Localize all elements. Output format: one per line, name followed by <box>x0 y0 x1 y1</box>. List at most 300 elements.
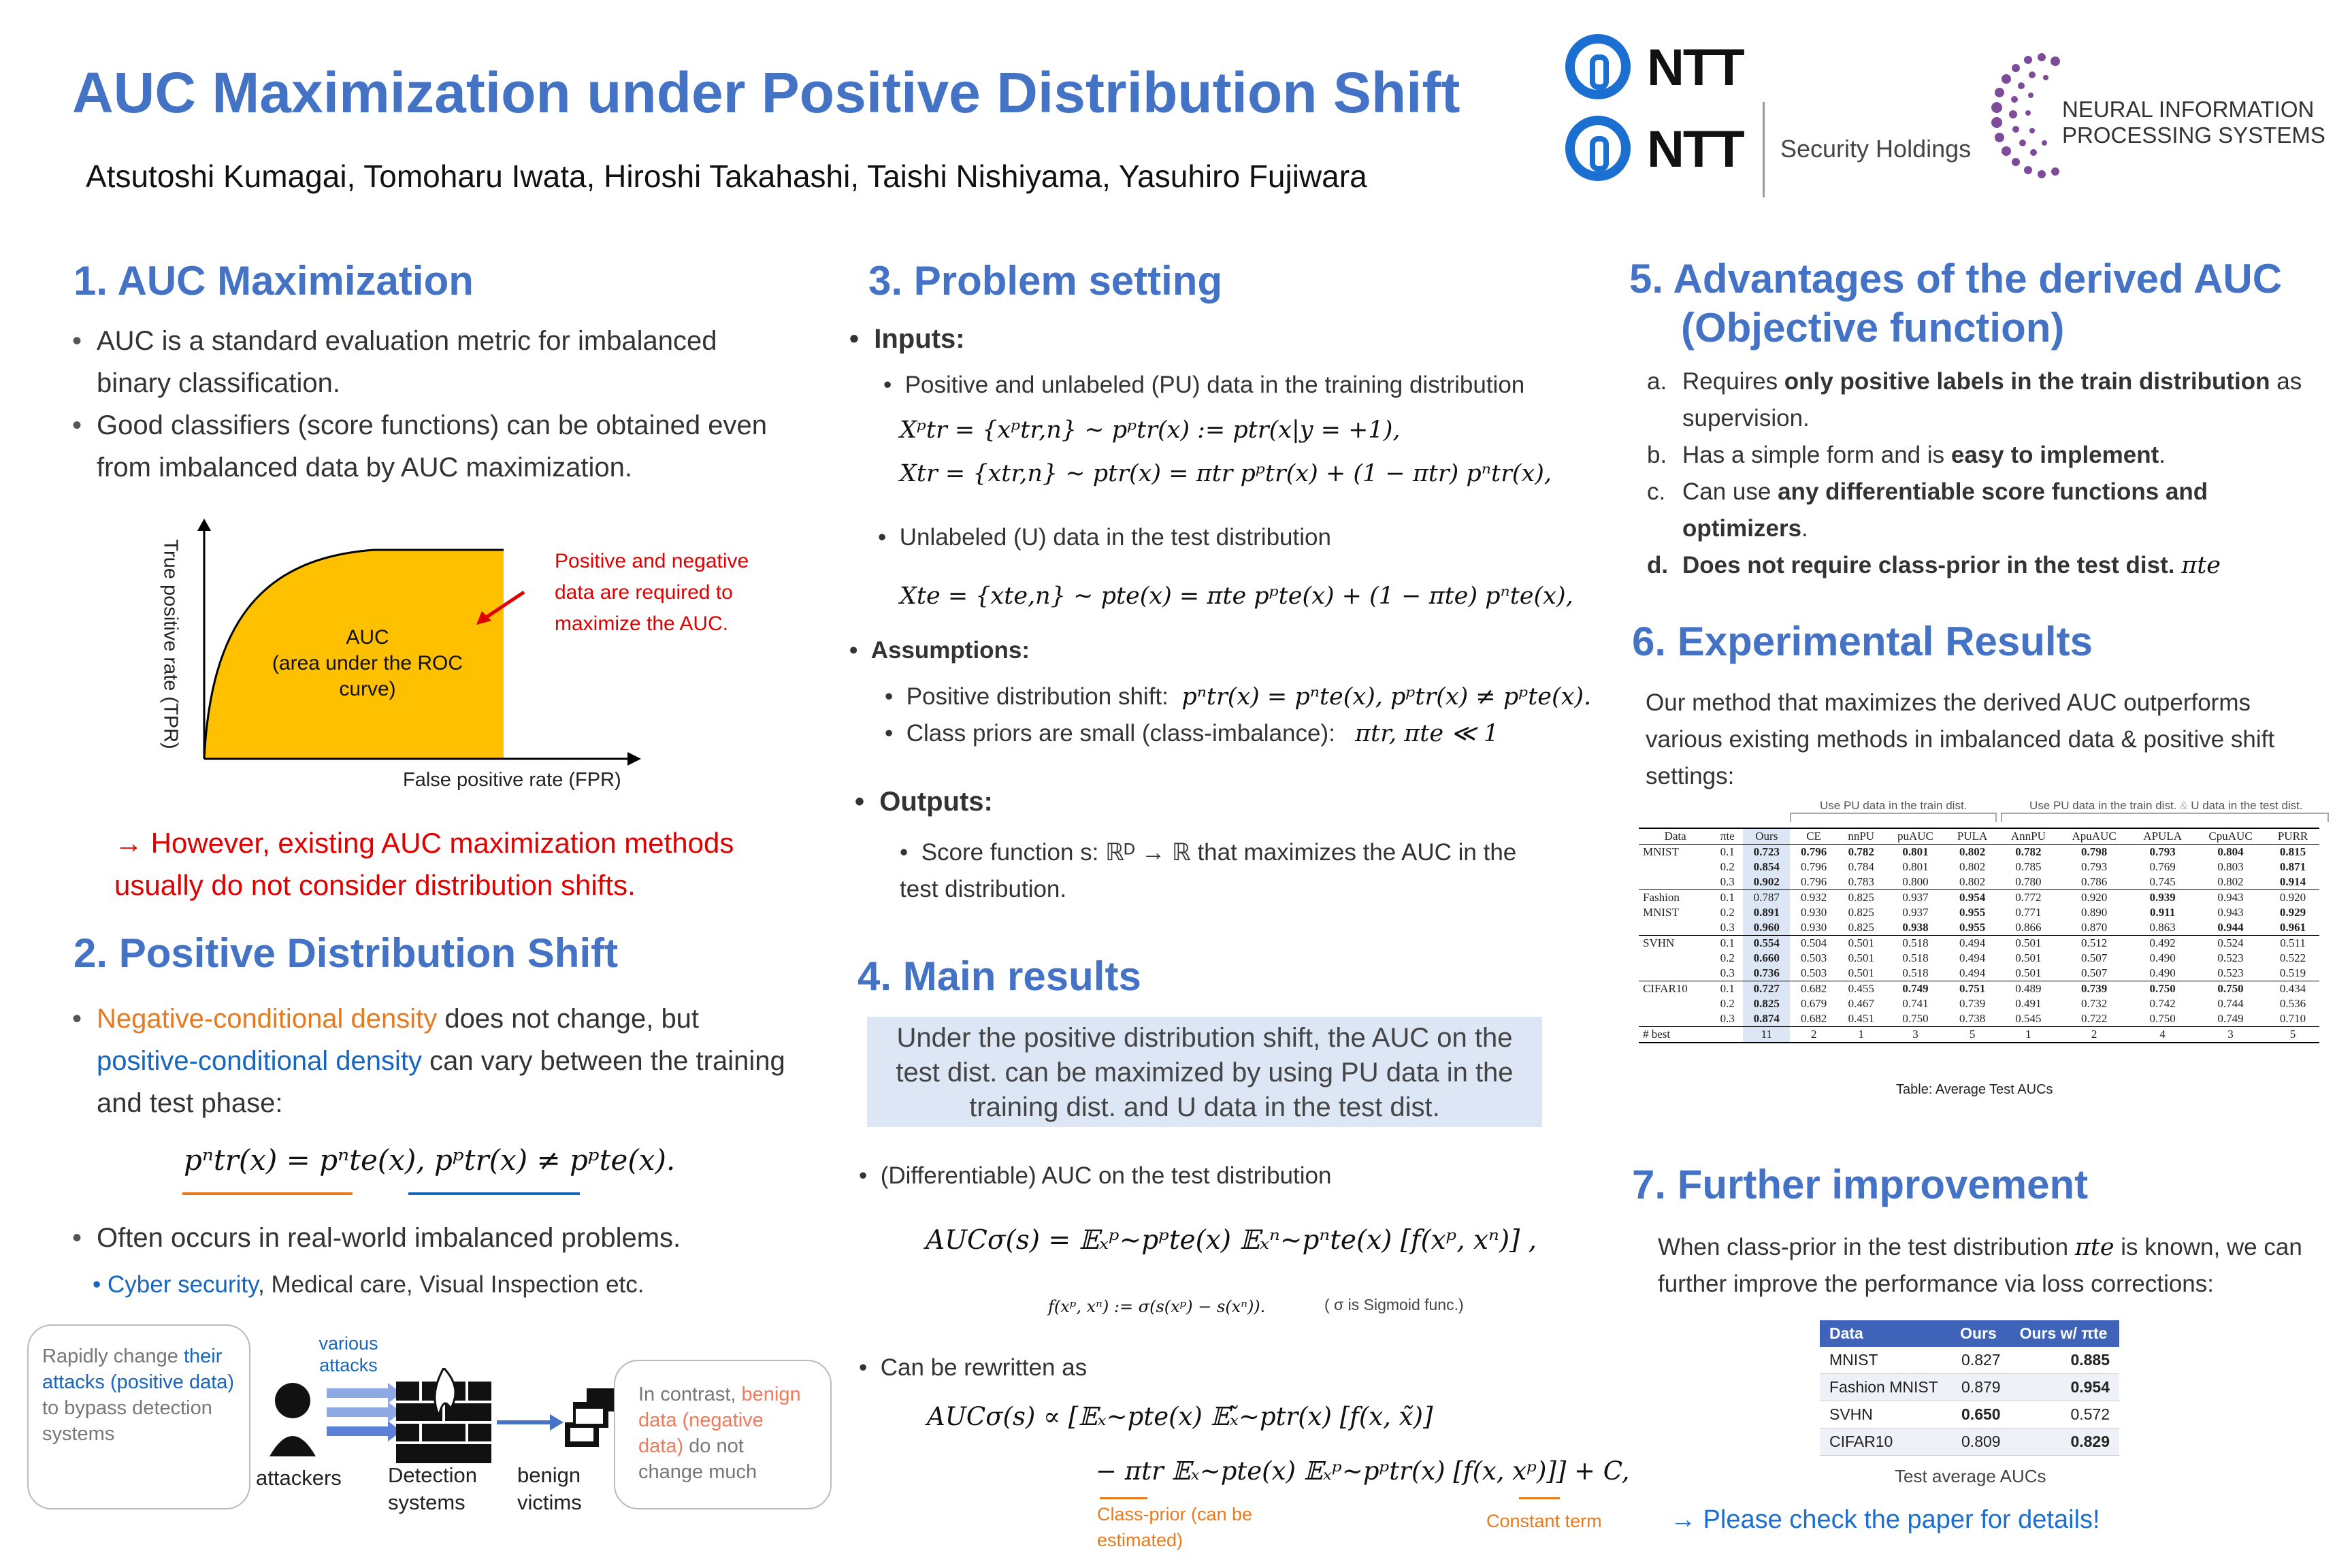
section-6-text: Our method that maximizes the derived AUC outperforms various existing methods in imbalanced data & positive shift settings: <box>1646 689 2275 789</box>
table-cell: 0.920 <box>2058 890 2130 906</box>
table-cell <box>1639 860 1712 875</box>
adv-a-post: as supervision. <box>1682 368 2302 431</box>
table-cell: 0.920 <box>2266 890 2319 906</box>
poster-title: AUC Maximization under Positive Distribution Shift <box>72 61 1460 125</box>
bubble-left-3: (positive data) <box>110 1371 235 1393</box>
table-cell: 0.736 <box>1743 966 1790 981</box>
bullet-real-world <box>72 1217 794 1259</box>
table-cell: 0.749 <box>2217 1012 2244 1025</box>
examples-rest: , Medical care, Visual Inspection etc. <box>258 1271 644 1298</box>
table-cell: 0.745 <box>2149 875 2176 888</box>
table-header-cell: Ours <box>1743 828 1790 845</box>
table-cell: # best <box>1639 1027 1712 1043</box>
eq-auc-rewritten-2: − πtr 𝔼ₓ∼pte(x) 𝔼ₓᵖ∼pᵖtr(x) [f(x, xᵖ)]] + C, <box>1096 1456 1630 1486</box>
assumption-shift-eq: pⁿtr(x) = pⁿte(x), pᵖtr(x) ≠ pᵖte(x). <box>1181 683 1592 710</box>
table-cell: 0.796 <box>1800 875 1827 888</box>
table-cell: 0.738 <box>1959 1012 1986 1025</box>
check-paper-link[interactable]: → Please check the paper for details! <box>1670 1505 2100 1534</box>
table-cell: 0.523 <box>2217 951 2244 964</box>
table-cell: 0.3 <box>1720 921 1735 934</box>
table-row <box>1639 936 2319 951</box>
shift-equation: pⁿtr(x) = pⁿte(x), pᵖtr(x) ≠ pᵖte(x). <box>184 1143 676 1177</box>
section-1-bullets <box>72 320 794 489</box>
main-result-text: Under the positive distribution shift, the AUC on the test dist. can be maximized by using PU data in the training dist. and U data in the test dist. <box>896 1023 1514 1122</box>
table-cell: 0.815 <box>2279 845 2306 858</box>
table-cell: 0.732 <box>2080 997 2108 1010</box>
adv-d-symbol: πte <box>2181 552 2221 579</box>
section-6-heading: 6. Experimental Results <box>1632 619 2093 664</box>
table-cell: 0.802 <box>2217 875 2244 888</box>
table-cell: 0.750 <box>1902 1012 1929 1025</box>
table-cell: 11 <box>1743 1027 1790 1043</box>
table-cell: 0.507 <box>2080 966 2108 979</box>
cyber-illustration <box>265 1368 619 1477</box>
table-cell: 0.930 <box>1800 906 1827 919</box>
table-cell <box>1639 951 1712 966</box>
cyber-security-term: Cyber security <box>107 1271 259 1298</box>
table-cell: CIFAR10 <box>1820 1428 1950 1456</box>
results-table-caption: Table: Average Test AUCs <box>1896 1082 2053 1097</box>
roc-area-label-line2: (area under the ROC <box>272 652 463 674</box>
output-score-function <box>900 834 1539 908</box>
table-cell: 0.902 <box>1743 875 1790 890</box>
table-cell: 0.545 <box>2015 1012 2042 1025</box>
assumption-imbalance-eq: πtr, πte ≪ 1 <box>1355 720 1499 747</box>
adv-b-post: . <box>2159 442 2166 468</box>
table-cell: 0.955 <box>1959 906 1986 919</box>
table-cell: 5 <box>2266 1027 2319 1043</box>
table-cell: 0.554 <box>1743 936 1790 951</box>
group-label-2 <box>2027 799 2306 813</box>
section-2-heading: 2. Positive Distribution Shift <box>74 930 619 976</box>
table-cell: 0.727 <box>1743 981 1790 997</box>
roc-x-arrow <box>627 752 641 766</box>
table-cell: 0.804 <box>2217 845 2244 858</box>
a2-dot: • <box>885 720 906 747</box>
table-cell <box>1639 875 1712 890</box>
outputs-text: Outputs: <box>879 787 993 817</box>
roc-figure <box>157 517 783 803</box>
table-cell: 0.937 <box>1902 906 1929 919</box>
table-cell: 0.660 <box>1743 951 1790 966</box>
table-row <box>1820 1374 2119 1401</box>
table-cell <box>1639 996 1712 1011</box>
logo-divider <box>1763 102 1765 197</box>
rewritten-dot: • <box>859 1354 881 1381</box>
bullet-auc-metric: • AUC is a standard evaluation metric for imbalanced binary classification. <box>72 320 794 404</box>
adv-c-pre: Can use <box>1682 478 1778 505</box>
advantages-list <box>1647 363 2328 584</box>
adv-c-bold: any differentiable score functions and optimizers <box>1682 478 2208 542</box>
bullet-real-world-text: • Often occurs in real-world imbalanced problems. <box>72 1217 794 1259</box>
table-cell: 0.954 <box>1946 890 1999 906</box>
table-cell: MNIST <box>1820 1347 1950 1374</box>
bubble-left-1: Rapidly change <box>42 1345 178 1367</box>
table-cell: 0.825 <box>1848 906 1874 919</box>
assumption-imbalance <box>885 720 1499 747</box>
roc-y-arrow <box>197 519 211 531</box>
bubble-left-4: to bypass detection systems <box>42 1397 212 1445</box>
table-cell: 0.512 <box>2058 936 2130 951</box>
shift-def-end: can vary between the training and test phase: <box>97 1046 785 1118</box>
table-cell: 0.739 <box>2058 981 2130 997</box>
neurips-logo <box>1987 48 2341 204</box>
prior-underline <box>1100 1497 1147 1499</box>
table-cell: 0.787 <box>1743 890 1790 906</box>
table-cell: 0.572 <box>2010 1401 2119 1428</box>
ntt-ring-icon <box>1565 116 1631 181</box>
positive-density-term: positive-conditional density <box>97 1046 423 1076</box>
table-row <box>1639 966 2319 981</box>
eq-auc-rewritten-1: AUCσ(s) ∝ [𝔼ₓ∼pte(x) 𝔼ₓ̃∼ptr(x) [f(x, x̃)] <box>927 1402 1433 1431</box>
table-cell: 0.1 <box>1712 981 1743 997</box>
ntt-wordmark: NTT <box>1647 39 1744 97</box>
table-header-cell: Data <box>1639 828 1712 845</box>
table-cell <box>1639 920 1712 936</box>
table-row <box>1639 951 2319 966</box>
table-cell: 0.796 <box>1800 860 1827 873</box>
pu-train-bullet <box>883 372 1524 399</box>
table-cell: 0.891 <box>1743 905 1790 920</box>
table-cell: 0.3 <box>1720 966 1735 979</box>
output-dot: • <box>900 839 921 866</box>
output-score-text: Score function s: ℝᴰ → ℝ that maximizes the AUC in the test distribution. <box>900 839 1517 902</box>
table-cell: 0.771 <box>2015 906 2042 919</box>
roc-area-label-line3: curve) <box>339 678 396 700</box>
table-cell: 0.783 <box>1848 875 1874 888</box>
advantage-b <box>1647 437 2328 474</box>
table-cell: 0.829 <box>2010 1428 2119 1456</box>
roc-area-label <box>259 625 476 702</box>
table-cell: 0.825 <box>1838 890 1885 906</box>
eq-unlabeled-train: Xtr = {xtr,n} ∼ ptr(x) = πtr pᵖtr(x) + (1 − πtr) pⁿtr(x), <box>900 460 1552 487</box>
roc-note: Positive and negative data are required to maximize the AUC. <box>555 550 749 635</box>
table-cell: 0.944 <box>2217 921 2244 934</box>
table-cell: 3 <box>2195 1027 2266 1043</box>
rewritten-bullet <box>859 1354 1087 1382</box>
attacks-bubble <box>27 1324 250 1509</box>
detection-label: Detection systems <box>388 1463 477 1514</box>
table-cell: 0.866 <box>2015 921 2042 934</box>
adv-d-bold: Does not require class-prior in the test dist. <box>1682 552 2175 578</box>
table-cell: 0.744 <box>2217 997 2244 1010</box>
inputs-label <box>849 324 965 355</box>
table-cell: 0.772 <box>1999 890 2058 906</box>
table-cell: 0.490 <box>2149 966 2176 979</box>
table-header-cell: CpuAUC <box>2195 828 2266 845</box>
section-5-heading-line2: (Objective function) <box>1681 305 2065 350</box>
group-label-2b: & <box>2180 799 2188 812</box>
table-header-cell: AnnPU <box>1999 828 2058 845</box>
table-cell: 0.742 <box>2149 997 2176 1010</box>
inputs-label-text: Inputs: <box>874 324 965 354</box>
neurips-name-line1: NEURAL INFORMATION <box>2062 97 2315 122</box>
table-cell: 0.3 <box>1720 1012 1735 1025</box>
table-cell: 0.785 <box>2015 860 2042 873</box>
author-list: Atsutoshi Kumagai, Tomoharu Iwata, Hiroshi Takahashi, Taishi Nishiyama, Yasuhiro Fujiwara <box>86 159 1367 194</box>
table-cell: 0.2 <box>1720 997 1735 1010</box>
various-attacks-label: various attacks <box>318 1333 378 1375</box>
table-cell: 0.803 <box>2217 860 2244 873</box>
improvement-table <box>1820 1320 2119 1456</box>
table-cell: 0.723 <box>1743 845 1790 860</box>
table-cell: 0.451 <box>1848 1012 1874 1025</box>
table-cell: MNIST <box>1643 845 1679 858</box>
table-cell: 0.954 <box>2010 1374 2119 1401</box>
table-cell: 0.2 <box>1720 860 1735 873</box>
table-cell: 0.911 <box>2149 906 2176 919</box>
table-cell: 0.491 <box>2015 997 2042 1010</box>
auc-dot: • <box>859 1162 881 1189</box>
pu-dot: • <box>883 372 905 398</box>
table-cell: 0.503 <box>1800 966 1827 979</box>
assumption-shift <box>885 683 1591 710</box>
table-row <box>1639 875 2319 890</box>
table-header-cell: nnPU <box>1838 828 1885 845</box>
table-cell: 0.827 <box>1950 1347 2010 1374</box>
table-cell: 0.871 <box>2279 860 2306 873</box>
table-cell: 0.518 <box>1885 936 1946 951</box>
table-cell: 0.489 <box>1999 981 2058 997</box>
table-row <box>1639 920 2319 936</box>
table-header-cell: Ours w/ πte <box>2010 1320 2119 1347</box>
assumption-shift-text: Positive distribution shift: <box>906 683 1169 710</box>
adv-b-pre: Has a simple form and is <box>1682 442 1951 468</box>
adv-c-marker: c. <box>1647 478 1666 505</box>
eq-auc-test: AUCσ(s) = 𝔼ₓᵖ∼pᵖte(x) 𝔼ₓⁿ∼pⁿte(x) [f(xᵖ, xⁿ)] , <box>926 1225 1537 1256</box>
assum-dot: • <box>849 637 871 664</box>
table-cell: 0.784 <box>1848 860 1874 873</box>
table-cell: 0.501 <box>1838 936 1885 951</box>
adv-d-marker: d. <box>1647 552 1669 578</box>
roc-x-label: False positive rate (FPR) <box>403 769 621 791</box>
group-label-2a: Use PU data in the train dist. <box>2029 799 2177 812</box>
table-cell: 0.1 <box>1712 936 1743 951</box>
adv-b-marker: b. <box>1647 442 1667 468</box>
table-cell: 0.501 <box>2015 966 2042 979</box>
u-dot: • <box>878 524 900 551</box>
roc-y-label: True positive rate (TPR) <box>159 539 182 749</box>
table-row <box>1639 996 2319 1011</box>
adv-b-bold: easy to implement <box>1950 442 2159 468</box>
assumptions-text: Assumptions: <box>870 637 1030 664</box>
group-label-2c: U data in the test dist. <box>2191 799 2303 812</box>
group-bracket-1 <box>1790 813 1997 822</box>
table-cell: 4 <box>2130 1027 2195 1043</box>
table-cell <box>1639 1011 1712 1027</box>
table-cell: 0.854 <box>1743 860 1790 875</box>
bubble-right-3: do not change much <box>638 1435 757 1483</box>
table-cell: 0.494 <box>1959 951 1986 964</box>
table-cell: 0.739 <box>1959 997 1986 1010</box>
auc-test-bullet <box>859 1162 1331 1190</box>
bubble-left-2: their attacks <box>42 1345 223 1393</box>
table-cell: 0.802 <box>1959 860 1986 873</box>
table-cell: 0.769 <box>2149 860 2176 873</box>
table-cell: 0.682 <box>1790 981 1837 997</box>
adv-a-pre: Requires <box>1682 368 1784 395</box>
table-cell: 0.930 <box>1800 921 1827 934</box>
assumption-imbalance-text: Class priors are small (class-imbalance): <box>906 720 1335 747</box>
table-cell: 0.793 <box>2080 860 2108 873</box>
table-cell: 0.796 <box>1800 845 1827 858</box>
table-cell: 0.501 <box>1848 966 1874 979</box>
attackers-label: attackers <box>256 1466 342 1490</box>
table-cell: 0.800 <box>1902 875 1929 888</box>
sigmoid-note: ( σ is Sigmoid func.) <box>1324 1296 1464 1313</box>
main-result-box <box>867 1017 1542 1127</box>
table-cell: 0.523 <box>2217 966 2244 979</box>
table-cell: 0.780 <box>2015 875 2042 888</box>
table-cell: 0.519 <box>2279 966 2306 979</box>
table-cell: 0.494 <box>1959 966 1986 979</box>
table-cell: 0.524 <box>2195 936 2266 951</box>
table-cell: 0.802 <box>1959 845 1986 858</box>
table-cell: 0.870 <box>2080 921 2108 934</box>
table-header-cell: πte <box>1712 828 1743 845</box>
table-row <box>1639 845 2319 860</box>
section-3-heading: 3. Problem setting <box>868 258 1223 304</box>
table-cell: 0.801 <box>1902 860 1929 873</box>
table-cell: 0.751 <box>1946 981 1999 997</box>
table-cell: 0.501 <box>1999 936 2058 951</box>
table-cell: 1 <box>1838 1027 1885 1043</box>
table-row <box>1639 860 2319 875</box>
table-cell: 0.434 <box>2266 981 2319 997</box>
improvement-table-caption: Test average AUCs <box>1895 1466 2046 1486</box>
table-cell: 0.961 <box>2279 921 2306 934</box>
table-cell: 0.682 <box>1800 1012 1827 1025</box>
benign-bubble <box>614 1360 832 1509</box>
table-row <box>1639 981 2319 997</box>
table-cell: 2 <box>2058 1027 2130 1043</box>
s7-text-post: is known, we can further improve the performance via loss corrections: <box>1658 1234 2302 1297</box>
table-cell: 0.938 <box>1902 921 1929 934</box>
table-header-cell: puAUC <box>1885 828 1946 845</box>
section-5-heading-line1: 5. Advantages of the derived AUC <box>1629 256 2283 301</box>
table-cell: 0.650 <box>1950 1401 2010 1428</box>
auc-test-text: (Differentiable) AUC on the test distribution <box>880 1162 1332 1189</box>
table-cell: 0.960 <box>1743 920 1790 936</box>
table-cell: 0.939 <box>2130 890 2195 906</box>
table-cell: 0.825 <box>1743 996 1790 1011</box>
table-cell: 0.798 <box>2080 845 2108 858</box>
group-bracket-2 <box>2001 813 2329 822</box>
table-cell: 0.679 <box>1800 997 1827 1010</box>
table-cell: 0.793 <box>2149 845 2176 858</box>
table-header-cell: CE <box>1790 828 1837 845</box>
table-cell: 2 <box>1790 1027 1837 1043</box>
table-cell: 0.750 <box>2195 981 2266 997</box>
bubble-right-2: benign data (negative data) <box>638 1384 801 1457</box>
table-cell: 0.492 <box>2130 936 2195 951</box>
sub-bullet-examples <box>93 1271 644 1298</box>
attacker-icon <box>270 1383 316 1456</box>
table-header-cell: Ours <box>1950 1320 2010 1347</box>
table-cell: 0.501 <box>1848 951 1874 964</box>
table-header-cell: APULA <box>2130 828 2195 845</box>
table-cell: 0.2 <box>1720 906 1735 919</box>
eq-unlabeled-test: Xte = {xte,n} ∼ pte(x) = πte pᵖte(x) + (1 − πte) pⁿte(x), <box>900 583 1573 610</box>
table-cell: 0.494 <box>1946 936 1999 951</box>
table-row <box>1820 1428 2119 1456</box>
const-underline <box>1519 1497 1560 1499</box>
bullet-shift-def <box>72 998 794 1124</box>
table-cell: 0.522 <box>2279 951 2306 964</box>
table-cell: 0.467 <box>1848 997 1874 1010</box>
table-header-cell: ApuAUC <box>2058 828 2130 845</box>
table-cell: 0.2 <box>1720 951 1735 964</box>
s7-text-pre: When class-prior in the test distribution <box>1658 1234 2075 1260</box>
table-cell: 0.890 <box>2080 906 2108 919</box>
table-cell: 0.782 <box>2015 845 2042 858</box>
table-row <box>1820 1401 2119 1428</box>
table-cell: 0.3 <box>1720 875 1735 888</box>
table-cell: 0.879 <box>1950 1374 2010 1401</box>
table-cell: 0.518 <box>1902 951 1929 964</box>
u-test-text: Unlabeled (U) data in the test distribution <box>899 524 1331 551</box>
table-cell: SVHN <box>1639 936 1712 951</box>
advantage-a <box>1647 363 2328 437</box>
adv-a-marker: a. <box>1647 368 1667 395</box>
table-cell: 0.536 <box>2279 997 2306 1010</box>
table-cell <box>1712 1027 1743 1043</box>
negative-density-term: Negative-conditional density <box>97 1004 438 1034</box>
adv-c-post: . <box>1801 515 1808 542</box>
sub-bullet-dot: • <box>93 1271 108 1298</box>
table-cell: 3 <box>1885 1027 1946 1043</box>
constant-term-label: Constant term <box>1486 1511 1602 1531</box>
group-label-1: Use PU data in the train dist. <box>1817 799 1970 813</box>
table-cell: 0.863 <box>2149 921 2176 934</box>
table-cell: 0.943 <box>2217 906 2244 919</box>
table-row <box>1639 1011 2319 1027</box>
table-cell <box>1639 966 1712 981</box>
advantage-d <box>1647 547 2328 584</box>
eq-f-def: f(xᵖ, xⁿ) := σ(s(xᵖ) − s(xⁿ)). <box>1048 1297 1266 1316</box>
table-cell: 0.741 <box>1902 997 1929 1010</box>
table-header-cell: PULA <box>1946 828 1999 845</box>
table-row <box>1639 905 2319 920</box>
table-cell: 0.801 <box>1902 845 1929 858</box>
table-cell: 0.929 <box>2279 906 2306 919</box>
advantage-c <box>1647 474 2328 547</box>
section-2-text <box>72 998 794 1124</box>
ntt-ring-icon <box>1565 34 1631 99</box>
ntt-wordmark: NTT <box>1647 120 1744 178</box>
table-cell: 0.782 <box>1848 845 1874 858</box>
table-cell: 0.518 <box>1902 966 1929 979</box>
table-cell: 0.825 <box>1848 921 1874 934</box>
section-5-heading <box>1629 255 2282 353</box>
table-cell: 0.503 <box>1800 951 1827 964</box>
table-cell: 0.943 <box>2195 890 2266 906</box>
table-cell: 0.749 <box>1885 981 1946 997</box>
pu-train-text: Positive and unlabeled (PU) data in the training distribution <box>904 372 1525 398</box>
table-header-cell: Data <box>1820 1320 1950 1347</box>
table-cell: 5 <box>1946 1027 1999 1043</box>
outputs-dot: • <box>855 787 880 817</box>
table-cell: 0.507 <box>2080 951 2108 964</box>
table-cell: 0.504 <box>1790 936 1837 951</box>
table-cell: 0.802 <box>1959 875 1986 888</box>
table-cell: 0.874 <box>1743 1011 1790 1027</box>
neurips-name-line2: PROCESSING SYSTEMS <box>2062 122 2325 148</box>
class-prior-label: Class-prior (can be estimated) <box>1097 1504 1253 1550</box>
victims-label: benign victims <box>517 1463 582 1514</box>
section-7-text <box>1658 1229 2338 1303</box>
security-holdings-text: Security Holdings <box>1780 135 1972 163</box>
